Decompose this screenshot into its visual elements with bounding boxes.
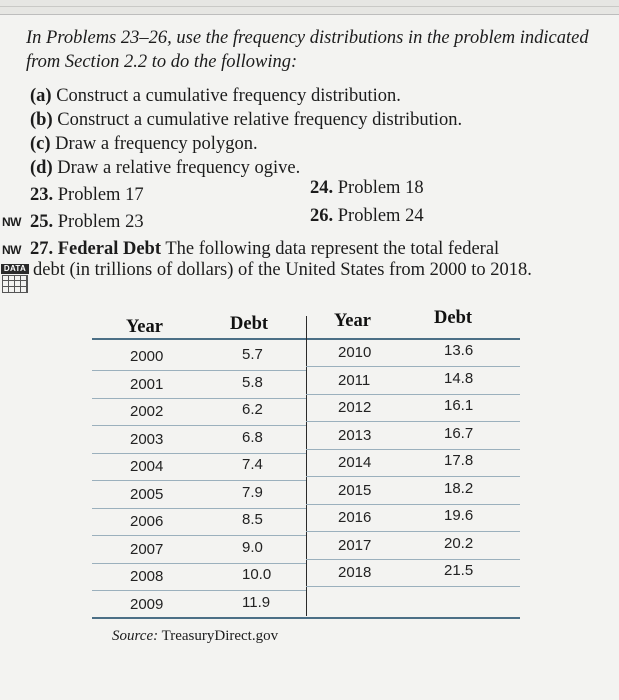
debt-cell-left: 6.2 [242, 401, 263, 418]
debt-cell-left: 10.0 [242, 566, 272, 583]
row-rule-right [306, 586, 520, 587]
table-bottom-rule [92, 617, 520, 619]
year-cell-left: 2007 [130, 540, 164, 558]
problem-25-text: Problem 23 [57, 212, 144, 232]
problem-27-title: Federal Debt [57, 239, 162, 259]
page-top-edge [0, 0, 619, 15]
problem-27-line2: debt (in trillions of dollars) of the United States from 2000 to 2018. [33, 260, 532, 280]
debt-cell-left: 11.9 [242, 593, 271, 611]
spreadsheet-grid-icon [2, 275, 28, 293]
data-set-icon[interactable] [1, 264, 29, 294]
year-cell-right: 2013 [338, 426, 372, 444]
problem-27-line1 [30, 238, 499, 260]
year-cell-right: 2011 [338, 371, 371, 389]
row-rule-right [306, 449, 520, 450]
problem-25 [30, 211, 144, 233]
row-rule-left [92, 453, 306, 454]
problem-24-text: Problem 18 [337, 178, 424, 198]
row-rule-left [92, 370, 306, 371]
task-b-label: (b) [30, 110, 53, 130]
problem-25-number: 25. [30, 212, 54, 232]
problem-26-number: 26. [310, 206, 334, 226]
year-cell-left: 2005 [130, 485, 164, 503]
task-d-text: Draw a relative frequency ogive. [57, 158, 301, 178]
debt-cell-right: 13.6 [444, 342, 474, 359]
debt-cell-left: 7.4 [242, 456, 263, 473]
year-cell-right: 2010 [338, 344, 372, 361]
year-cell-left: 2006 [130, 513, 164, 530]
row-rule-right [306, 504, 520, 505]
problem-23-number: 23. [30, 185, 54, 205]
debt-cell-left: 9.0 [242, 538, 263, 556]
task-c-text: Draw a frequency polygon. [55, 134, 258, 154]
year-cell-right: 2018 [338, 564, 372, 581]
source-label: Source: [112, 628, 159, 644]
problem-27-number: 27. [30, 239, 54, 259]
problem-24 [310, 177, 424, 199]
row-rule-right [306, 421, 520, 422]
problem-23 [30, 184, 144, 206]
year-cell-left: 2009 [130, 595, 164, 613]
problem-24-number: 24. [310, 178, 334, 198]
source-text: TreasuryDirect.gov [161, 628, 279, 644]
task-c [30, 133, 258, 155]
task-a-text: Construct a cumulative frequency distribution. [56, 86, 401, 106]
header-debt-left: Debt [230, 314, 269, 334]
row-rule-right [306, 366, 520, 367]
problem-26 [310, 205, 424, 227]
source-note [112, 628, 278, 645]
row-rule-left [92, 480, 306, 481]
year-cell-right: 2014 [338, 454, 372, 471]
debt-cell-right: 17.8 [444, 452, 474, 469]
problem-26-text: Problem 24 [337, 206, 424, 226]
task-b [30, 109, 462, 131]
debt-cell-right: 19.6 [444, 507, 474, 524]
task-d-label: (d) [30, 158, 53, 178]
row-rule-left [92, 563, 306, 564]
debt-cell-left: 7.9 [242, 483, 263, 501]
debt-cell-right: 16.7 [444, 424, 474, 442]
nw-badge-25: NW [2, 215, 21, 229]
row-rule-right [306, 531, 520, 532]
year-cell-right: 2017 [338, 536, 372, 554]
year-cell-right: 2016 [338, 509, 372, 526]
row-rule-left [92, 425, 306, 426]
year-cell-left: 2004 [130, 458, 164, 475]
column-divider [306, 316, 307, 616]
debt-cell-right: 18.2 [444, 479, 474, 497]
problem-23-text: Problem 17 [57, 185, 144, 205]
task-b-text: Construct a cumulative relative frequency distribution. [57, 110, 463, 130]
nw-badge-27: NW [2, 243, 21, 257]
instructions-intro: In Problems 23–26, use the frequency distributions in the problem indicated from Section 2.2 to do the following: [26, 28, 589, 72]
year-cell-left: 2002 [130, 403, 164, 420]
row-rule-left [92, 398, 306, 399]
header-year-left: Year [126, 317, 163, 337]
debt-cell-left: 5.7 [242, 346, 263, 363]
year-cell-right: 2012 [338, 399, 372, 416]
year-cell-left: 2000 [130, 348, 164, 365]
row-rule-right [306, 476, 520, 477]
debt-cell-left: 6.8 [242, 428, 263, 446]
problem-27-text-1: The following data represent the total federal [165, 239, 500, 259]
header-year-right: Year [334, 311, 371, 331]
header-debt-right: Debt [434, 308, 473, 328]
debt-cell-right: 14.8 [444, 369, 474, 387]
year-cell-left: 2008 [130, 568, 164, 585]
row-rule-right [306, 559, 520, 560]
row-rule-right [306, 394, 520, 395]
debt-cell-right: 21.5 [444, 562, 474, 579]
task-a-label: (a) [30, 86, 52, 106]
data-badge-label: DATA [1, 264, 29, 274]
year-cell-right: 2015 [338, 481, 372, 499]
row-rule-left [92, 508, 306, 509]
row-rule-left [92, 590, 306, 591]
year-cell-left: 2001 [130, 375, 164, 393]
year-cell-left: 2003 [130, 430, 164, 448]
task-d [30, 157, 300, 179]
debt-cell-right: 16.1 [444, 397, 474, 414]
task-a [30, 85, 401, 107]
debt-cell-left: 5.8 [242, 373, 263, 391]
debt-cell-right: 20.2 [444, 534, 474, 552]
debt-cell-left: 8.5 [242, 511, 263, 528]
federal-debt-table [92, 308, 520, 620]
row-rule-left [92, 535, 306, 536]
task-c-label: (c) [30, 134, 51, 154]
